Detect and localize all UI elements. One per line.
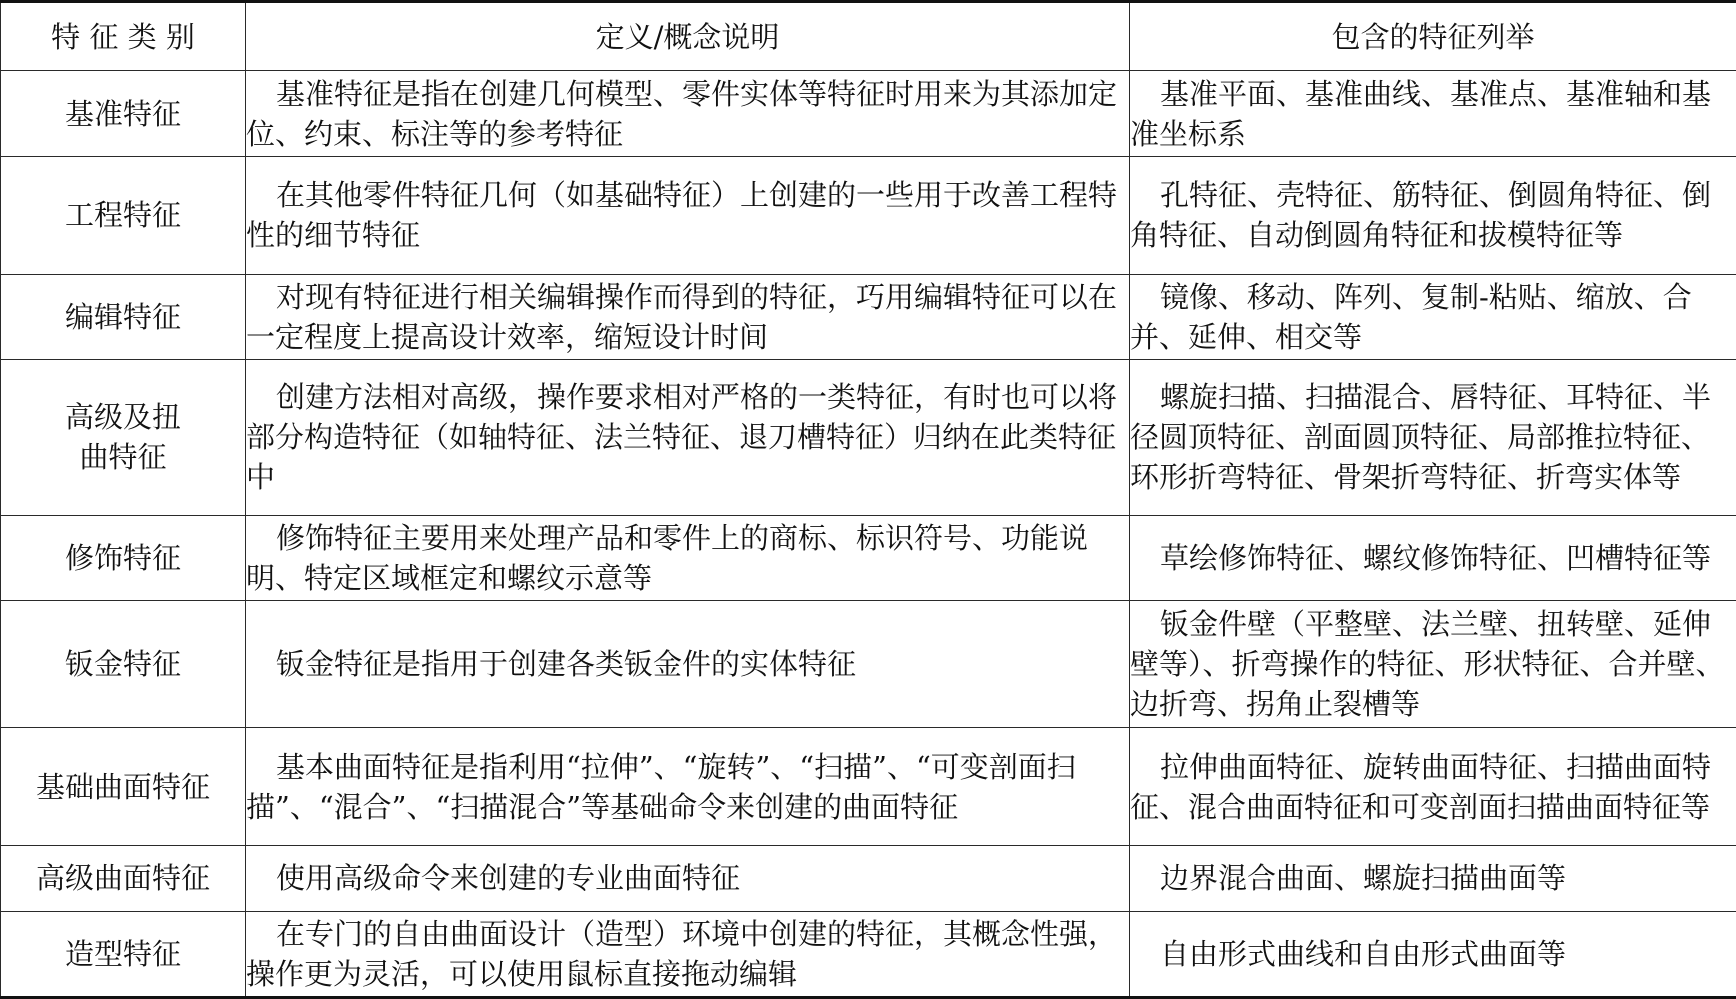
table-row <box>1 274 1736 359</box>
examples-cell: 螺旋扫描、扫描混合、唇特征、耳特征、半径圆顶特征、剖面圆顶特征、局部推拉特征、环形折弯特征、骨架折弯特征、折弯实体等 <box>1130 359 1736 515</box>
category-cell: 高级及扭曲特征 <box>1 359 246 515</box>
table-row <box>1 911 1736 997</box>
examples-cell: 边界混合曲面、螺旋扫描曲面等 <box>1130 846 1736 911</box>
table-row <box>1 601 1736 728</box>
table-row <box>1 846 1736 911</box>
table-row <box>1 728 1736 846</box>
definition-cell: 在其他零件特征几何（如基础特征）上创建的一些用于改善工程特性的细节特征 <box>246 156 1130 274</box>
examples-cell: 自由形式曲线和自由形式曲面等 <box>1130 911 1736 997</box>
examples-cell: 孔特征、壳特征、筋特征、倒圆角特征、倒角特征、自动倒圆角特征和拔模特征等 <box>1130 156 1736 274</box>
examples-cell: 拉伸曲面特征、旋转曲面特征、扫描曲面特征、混合曲面特征和可变剖面扫描曲面特征等 <box>1130 728 1736 846</box>
category-cell: 造型特征 <box>1 911 246 997</box>
definition-cell: 使用高级命令来创建的专业曲面特征 <box>246 846 1130 911</box>
examples-cell: 镜像、移动、阵列、复制-粘贴、缩放、合并、延伸、相交等 <box>1130 274 1736 359</box>
header-examples: 包含的特征列举 <box>1130 2 1736 71</box>
definition-cell: 对现有特征进行相关编辑操作而得到的特征，巧用编辑特征可以在一定程度上提高设计效率，缩短设计时间 <box>246 274 1130 359</box>
examples-cell: 基准平面、基准曲线、基准点、基准轴和基准坐标系 <box>1130 71 1736 156</box>
table-row <box>1 156 1736 274</box>
category-cell: 基准特征 <box>1 71 246 156</box>
table-row <box>1 359 1736 515</box>
definition-cell: 基本曲面特征是指利用“拉伸”、“旋转”、“扫描”、“可变剖面扫描”、“混合”、“扫描混合”等基础命令来创建的曲面特征 <box>246 728 1130 846</box>
definition-cell: 在专门的自由曲面设计（造型）环境中创建的特征，其概念性强，操作更为灵活，可以使用鼠标直接拖动编辑 <box>246 911 1130 997</box>
definition-cell: 创建方法相对高级，操作要求相对严格的一类特征，有时也可以将部分构造特征（如轴特征、法兰特征、退刀槽特征）归纳在此类特征中 <box>246 359 1130 515</box>
examples-cell: 草绘修饰特征、螺纹修饰特征、凹槽特征等 <box>1130 515 1736 600</box>
category-cell: 钣金特征 <box>1 601 246 728</box>
category-cell: 基础曲面特征 <box>1 728 246 846</box>
table-row <box>1 71 1736 156</box>
category-cell: 修饰特征 <box>1 515 246 600</box>
examples-cell: 钣金件壁（平整壁、法兰壁、扭转壁、延伸壁等）、折弯操作的特征、形状特征、合并壁、边折弯、拐角止裂槽等 <box>1130 601 1736 728</box>
definition-cell: 修饰特征主要用来处理产品和零件上的商标、标识符号、功能说明、特定区域框定和螺纹示意等 <box>246 515 1130 600</box>
category-cell: 工程特征 <box>1 156 246 274</box>
definition-cell: 基准特征是指在创建几何模型、零件实体等特征时用来为其添加定位、约束、标注等的参考特征 <box>246 71 1130 156</box>
header-category: 特 征 类 别 <box>1 2 246 71</box>
category-cell: 高级曲面特征 <box>1 846 246 911</box>
header-definition: 定义/概念说明 <box>246 2 1130 71</box>
table-row <box>1 515 1736 600</box>
category-cell: 编辑特征 <box>1 274 246 359</box>
table-header-row <box>1 2 1736 71</box>
definition-cell: 钣金特征是指用于创建各类钣金件的实体特征 <box>246 601 1130 728</box>
